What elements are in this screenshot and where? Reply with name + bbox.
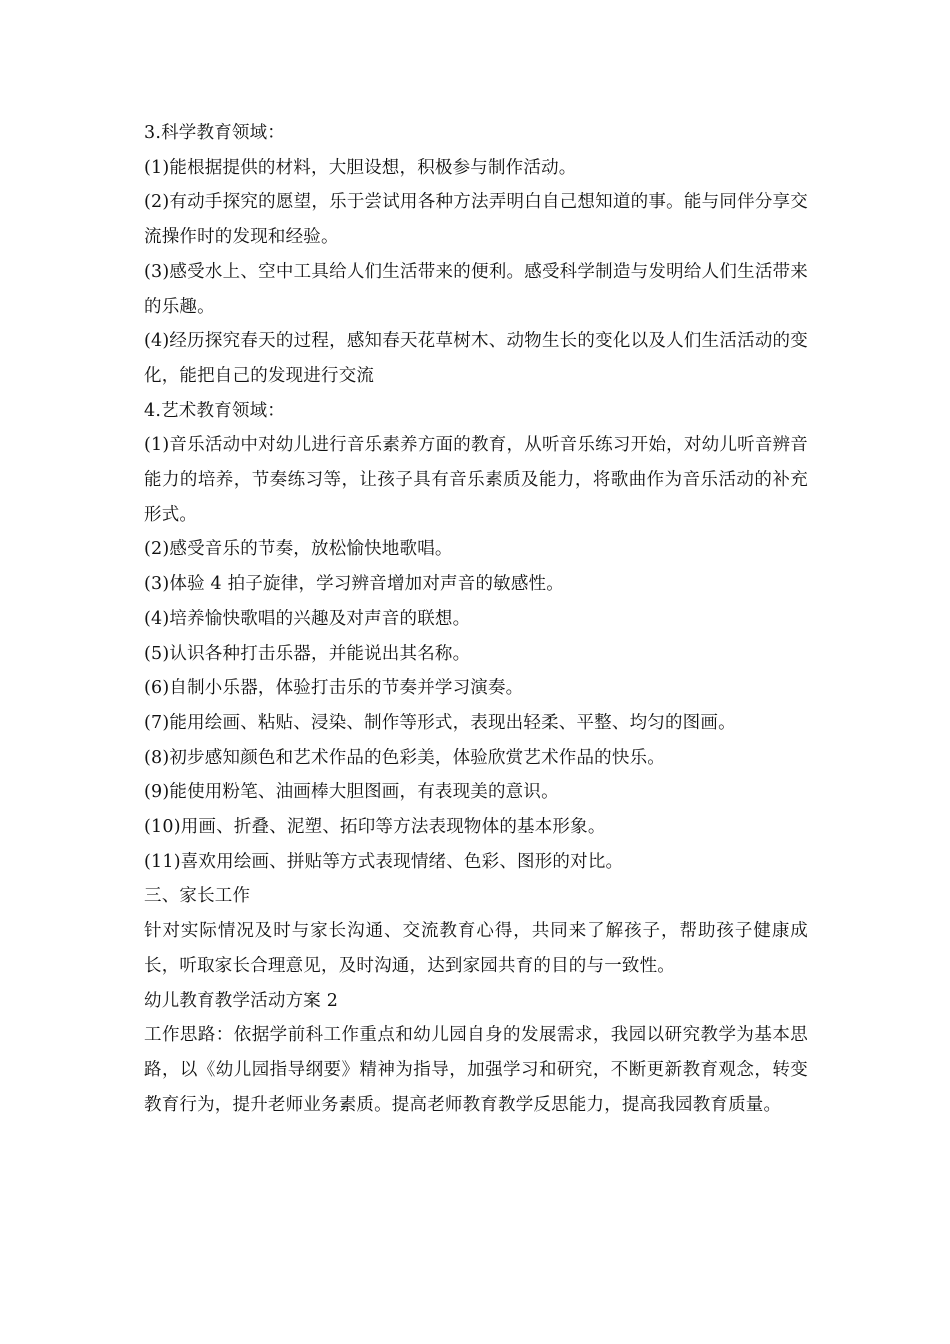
section-heading-parents: 三、家长工作 <box>144 886 251 907</box>
document-body <box>144 116 808 1122</box>
list-item: (5)认识各种打击乐器，并能说出其名称。 <box>144 643 471 664</box>
list-item: (4)经历探究春天的过程，感知春天花草树木、动物生长的变化以及人们生活活动的变化，能把自己的发现进行交流 <box>144 331 808 386</box>
list-item: (7)能用绘画、粘贴、浸染、制作等形式，表现出轻柔、平整、均匀的图画。 <box>144 712 736 733</box>
list-item: (3)感受水上、空中工具给人们生活带来的便利。感受科学制造与发明给人们生活带来的乐趣。 <box>144 261 808 317</box>
list-item: (3)体验 4 拍子旋律，学习辨音增加对声音的敏感性。 <box>144 574 564 595</box>
list-item: (11)喜欢用绘画、拼贴等方式表现情绪、色彩、图形的对比。 <box>144 851 624 872</box>
list-item: (2)感受音乐的节奏，放松愉快地歌唱。 <box>144 539 453 560</box>
list-item: (4)培养愉快歌唱的兴趣及对声音的联想。 <box>144 608 471 629</box>
section-heading-art: 4.艺术教育领域： <box>144 400 285 421</box>
list-item: (8)初步感知颜色和艺术作品的色彩美，体验欣赏艺术作品的快乐。 <box>144 747 665 768</box>
list-item: (2)有动手探究的愿望，乐于尝试用各种方法弄明白自己想知道的事。能与同伴分享交流操作时的发现和经验。 <box>144 192 808 248</box>
section-heading-science: 3.科学教育领域： <box>144 123 285 143</box>
list-item: (9)能使用粉笔、油画棒大胆图画，有表现美的意识。 <box>144 782 559 803</box>
paragraph: 针对实际情况及时与家长沟通、交流教育心得，共同来了解孩子，帮助孩子健康成长，听取家长合理意见，及时沟通，达到家园共育的目的与一致性。 <box>144 921 808 976</box>
list-item: (1)能根据提供的材料，大胆设想，积极参与制作活动。 <box>144 157 577 178</box>
list-item: (6)自制小乐器，体验打击乐的节奏并学习演奏。 <box>144 678 524 699</box>
plan-title: 幼儿教育教学活动方案 2 <box>144 990 339 1011</box>
list-item: (1)音乐活动中对幼儿进行音乐素养方面的教育，从听音乐练习开始，对幼儿听音辨音能力的培养，节奏练习等，让孩子具有音乐素质及能力，将歌曲作为音乐活动的补充形式。 <box>144 435 808 525</box>
paragraph: 工作思路：依据学前科工作重点和幼儿园自身的发展需求，我园以研究教学为基本思路，以《幼儿园指导纲要》精神为指导，加强学习和研究，不断更新教育观念，转变教育行为，提升老师业务素质。提高老师教育教学反思能力，提高我园教育质量。 <box>144 1025 808 1115</box>
list-item: (10)用画、折叠、泥塑、拓印等方法表现物体的基本形象。 <box>144 817 606 838</box>
